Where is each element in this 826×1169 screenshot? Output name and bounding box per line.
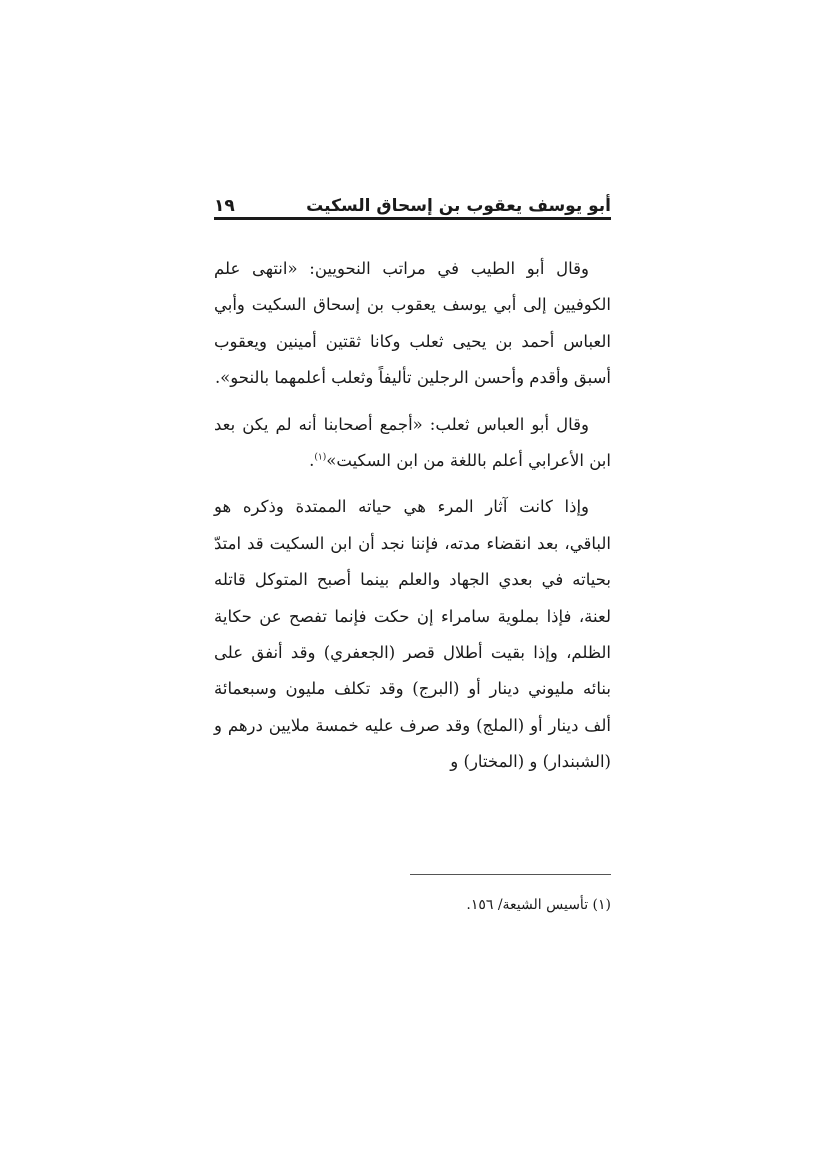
page-number: ١٩ (214, 196, 235, 216)
footnote-reference: (١) (314, 452, 327, 463)
page-header (214, 186, 611, 216)
header-rule (214, 217, 611, 220)
paragraph-1: وقال أبو الطيب في مراتب النحويين: «انتهى علم الكوفيين إلى أبي يوسف يعقوب بن إسحاق السكيت وأبي العباس أحمد بن يحيى ثعلب وكانا ثقتين أمينين ويعقوب أسبق وأقدم وأحسن الرجلين تأليفاً وثعلب أعلمهما بالنحو». (214, 259, 611, 388)
paragraph-2 (214, 407, 611, 480)
paragraph-2-text: وقال أبو العباس ثعلب: «أجمع أصحابنا أنه لم يكن بعد ابن الأعرابي أعلم باللغة من ابن السكيت» (214, 414, 611, 471)
paragraph-3: وإذا كانت آثار المرء هي حياته الممتدة وذكره هو الباقي، بعد انقضاء مدته، فإننا نجد أن ابن السكيت قد امتدّ بحياته في بعدي الجهاد والعلم بينما أصبح المتوكل قاتله لعنة، فإذا بملوية سامراء إن حكت فإنما تفصح عن حكاية الظلم، وإذا بقيت أطلال قصر (الجعفري) وقد أنفق على بنائه مليوني دينار أو (البرج) وقد تكلف مليون وسبعمائة ألف دينار أو (الملج) وقد صرف عليه خمسة ملايين درهم و (الشبندار) و (المختار) و (214, 497, 611, 772)
body-text (214, 251, 611, 781)
paragraph-2-end: . (309, 451, 315, 471)
footnote-separator (410, 874, 611, 875)
running-title: أبو يوسف يعقوب بن إسحاق السكيت (306, 196, 611, 216)
footnote: (١) تأسيس الشيعة/ ١٥٦. (466, 897, 611, 913)
